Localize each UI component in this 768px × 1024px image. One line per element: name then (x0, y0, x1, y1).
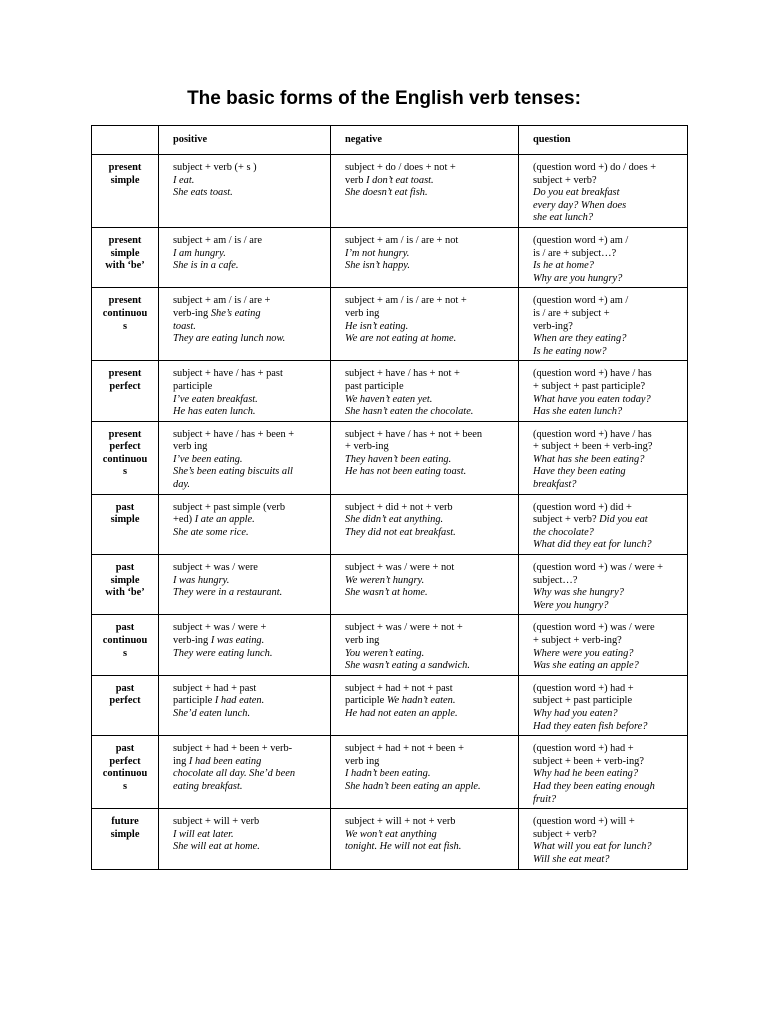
cell-line: (question word +) have / has (533, 368, 652, 380)
header-positive: positive (159, 126, 331, 155)
cell-line: Has she eaten lunch? (533, 406, 623, 418)
cell-line: (question word +) was / were (533, 622, 655, 634)
cell-line: (question word +) am / (533, 295, 629, 307)
cell-line: She wasn’t at home. (345, 587, 428, 599)
tense-name: past perfect continuou s (92, 736, 159, 809)
cell-line: subject + will + verb (173, 816, 260, 828)
tense-row (92, 809, 688, 869)
cell-line: subject + had + past (173, 682, 257, 694)
cell-line: They were in a restaurant. (173, 587, 283, 599)
cell-line: They are eating lunch now. (173, 333, 286, 345)
cell-line: subject + past participle (533, 695, 633, 707)
cell-line: We are not eating at home. (345, 333, 457, 345)
cell-line: + subject + past participle? (533, 380, 646, 392)
cell-line: When are they eating? (533, 333, 627, 345)
question-cell (519, 361, 688, 421)
positive-cell (159, 155, 331, 228)
cell-line: I hadn’t been eating. (345, 768, 431, 780)
cell-line: I will eat later. (173, 828, 234, 840)
cell-line: Why had you eaten? (533, 707, 618, 719)
cell-line: She doesn’t eat fish. (345, 187, 428, 199)
verb-tenses-table (91, 125, 688, 870)
tense-row (92, 736, 688, 809)
cell-line: Where were you eating? (533, 647, 634, 659)
cell-line: (question word +) have / has (533, 428, 652, 440)
tense-name: past simple (92, 494, 159, 554)
cell-line: She eats toast. (173, 187, 233, 199)
positive-cell (159, 361, 331, 421)
tense-row (92, 555, 688, 615)
cell-line: verb I don’t eat toast. (345, 174, 434, 186)
cell-line: She ate some rice. (173, 526, 249, 538)
cell-line: Why was she hungry? (533, 587, 624, 599)
cell-line: subject + had + not + been + (345, 743, 464, 755)
cell-line: They haven’t been eating. (345, 453, 452, 465)
negative-cell (331, 227, 519, 287)
negative-cell (331, 494, 519, 554)
tense-name: future simple (92, 809, 159, 869)
tense-name: present simple (92, 155, 159, 228)
question-cell (519, 288, 688, 361)
cell-line: fruit? (533, 793, 557, 805)
cell-line: past participle (345, 380, 404, 392)
cell-line: (question word +) did + (533, 501, 632, 513)
positive-cell (159, 615, 331, 675)
cell-line: is / are + subject + (533, 307, 610, 319)
cell-line: She hadn’t been eating an apple. (345, 780, 481, 792)
cell-line: subject + have / has + not + (345, 368, 460, 380)
cell-line: the chocolate? (533, 526, 594, 538)
cell-line: We won’t eat anything (345, 828, 437, 840)
cell-line: I’m not hungry. (345, 247, 410, 259)
cell-line: She’d eaten lunch. (173, 707, 251, 719)
cell-line: We haven’t eaten yet. (345, 393, 433, 405)
cell-line: She isn’t happy. (345, 260, 410, 272)
cell-line: (question word +) had + (533, 743, 634, 755)
positive-cell (159, 555, 331, 615)
tense-row (92, 155, 688, 228)
cell-line: subject + was / were + (173, 622, 267, 634)
negative-cell (331, 555, 519, 615)
positive-cell (159, 421, 331, 494)
question-cell (519, 736, 688, 809)
tense-name: past perfect (92, 675, 159, 735)
question-cell (519, 155, 688, 228)
cell-line: subject + do / does + not + (345, 162, 456, 173)
cell-line: I eat. (173, 174, 195, 186)
negative-cell (331, 288, 519, 361)
cell-line: subject + was / were + not (345, 562, 455, 574)
cell-line: subject + past simple (verb (173, 501, 286, 513)
cell-line: subject + am / is / are (173, 234, 262, 246)
cell-line: I’ve eaten breakfast. (173, 393, 258, 405)
positive-cell (159, 675, 331, 735)
cell-line: verb ing (345, 635, 380, 646)
cell-line: Why are you hungry? (533, 272, 623, 284)
cell-line: She wasn’t eating a sandwich. (345, 660, 470, 672)
cell-line: subject + had + not + past (345, 682, 453, 694)
cell-line: verb ing (173, 441, 208, 453)
question-cell (519, 555, 688, 615)
cell-line: You weren’t eating. (345, 647, 425, 659)
tense-name: past simple with ‘be’ (92, 555, 159, 615)
negative-cell (331, 675, 519, 735)
cell-line: She hasn’t eaten the chocolate. (345, 406, 474, 418)
cell-line: verb-ing? (533, 320, 573, 332)
negative-cell (331, 155, 519, 228)
cell-line: Do you eat breakfast (533, 187, 620, 199)
cell-line: I’ve been eating. (173, 453, 243, 465)
cell-line: + verb-ing (345, 441, 389, 453)
cell-line: participle We hadn’t eaten. (345, 695, 456, 707)
cell-line: subject + verb? Did you eat (533, 514, 648, 526)
cell-line: participle I had eaten. (173, 695, 265, 707)
header-question: question (519, 126, 688, 155)
cell-line: Had they eaten fish before? (533, 720, 648, 732)
cell-line: verb ing (345, 307, 380, 319)
cell-line: verb-ing I was eating. (173, 635, 265, 646)
negative-cell (331, 421, 519, 494)
cell-line: He has not been eating toast. (345, 466, 467, 478)
tense-row (92, 675, 688, 735)
cell-line: They did not eat breakfast. (345, 526, 456, 538)
cell-line: eating breakfast. (173, 780, 243, 792)
tense-name: present simple with ‘be’ (92, 227, 159, 287)
tense-name: present continuou s (92, 288, 159, 361)
cell-line: verb ing (345, 755, 380, 767)
tense-name: present perfect (92, 361, 159, 421)
cell-line: Is he eating now? (533, 345, 607, 357)
cell-line: I am hungry. (173, 247, 226, 259)
cell-line: chocolate all day. She’d been (173, 768, 296, 780)
cell-line: We weren’t hungry. (345, 574, 425, 586)
cell-line: (question word +) was / were + (533, 562, 664, 574)
positive-cell (159, 736, 331, 809)
cell-line: Were you hungry? (533, 599, 609, 611)
cell-line: Had they been eating enough (533, 780, 655, 792)
cell-line: ing I had been eating (173, 755, 262, 767)
negative-cell (331, 736, 519, 809)
negative-cell (331, 361, 519, 421)
cell-line: + subject + verb-ing? (533, 635, 622, 646)
cell-line: (question word +) do / does + (533, 162, 657, 173)
cell-line: + subject + been + verb-ing? (533, 441, 653, 453)
cell-line: subject + am / is / are + not (345, 234, 459, 246)
cell-line: (question word +) am / (533, 234, 629, 246)
header-empty (92, 126, 159, 155)
tense-row (92, 361, 688, 421)
cell-line: Have they been eating (533, 466, 626, 478)
cell-line: day. (173, 479, 191, 491)
cell-line: subject + will + not + verb (345, 816, 456, 828)
cell-line: subject…? (533, 574, 578, 586)
cell-line: Why had he been eating? (533, 768, 639, 780)
cell-line: What did they eat for lunch? (533, 539, 652, 551)
tense-row (92, 288, 688, 361)
cell-line: breakfast? (533, 479, 577, 491)
cell-line: She’s been eating biscuits all (173, 466, 293, 478)
tense-row (92, 421, 688, 494)
cell-line: subject + verb? (533, 174, 597, 186)
header-row (92, 126, 688, 155)
negative-cell (331, 809, 519, 869)
negative-cell (331, 615, 519, 675)
cell-line: He has eaten lunch. (173, 406, 256, 418)
cell-line: They were eating lunch. (173, 647, 273, 659)
page-title: The basic forms of the English verb tenses: (187, 88, 581, 109)
question-cell (519, 494, 688, 554)
cell-line: subject + verb (+ s ) (173, 162, 257, 173)
cell-line: subject + have / has + been + (173, 428, 295, 440)
cell-line: toast. (173, 320, 196, 332)
positive-cell (159, 494, 331, 554)
cell-line: every day? When does (533, 199, 627, 211)
cell-line: she eat lunch? (533, 212, 594, 224)
cell-line: verb-ing She’s eating (173, 307, 261, 319)
tense-row (92, 494, 688, 554)
question-cell (519, 675, 688, 735)
question-cell (519, 227, 688, 287)
cell-line: He had not eaten an apple. (345, 707, 458, 719)
positive-cell (159, 288, 331, 361)
cell-line: What has she been eating? (533, 453, 645, 465)
header-negative: negative (331, 126, 519, 155)
positive-cell (159, 227, 331, 287)
cell-line: subject + was / were (173, 562, 258, 574)
cell-line: subject + have / has + past (173, 368, 283, 380)
cell-line: subject + been + verb-ing? (533, 755, 644, 767)
cell-line: What have you eaten today? (533, 393, 651, 405)
cell-line: subject + am / is / are + not + (345, 295, 467, 307)
cell-line: is / are + subject…? (533, 247, 617, 259)
cell-line: She didn’t eat anything. (345, 514, 444, 526)
tense-row (92, 615, 688, 675)
cell-line: +ed) I ate an apple. (173, 514, 255, 526)
cell-line: participle (173, 380, 213, 392)
cell-line: tonight. He will not eat fish. (345, 841, 462, 853)
question-cell (519, 421, 688, 494)
cell-line: subject + am / is / are + (173, 295, 271, 307)
tense-row (92, 227, 688, 287)
cell-line: Is he at home? (533, 260, 594, 272)
cell-line: He isn’t eating. (345, 320, 409, 332)
cell-line: Will she eat meat? (533, 853, 610, 865)
cell-line: Was she eating an apple? (533, 660, 639, 672)
cell-line: subject + verb? (533, 828, 597, 840)
question-cell (519, 615, 688, 675)
cell-line: subject + was / were + not + (345, 622, 463, 634)
cell-line: I was hungry. (173, 574, 230, 586)
question-cell (519, 809, 688, 869)
cell-line: (question word +) will + (533, 816, 635, 828)
cell-line: She is in a cafe. (173, 260, 239, 272)
cell-line: What will you eat for lunch? (533, 841, 652, 853)
tense-name: past continuou s (92, 615, 159, 675)
cell-line: (question word +) had + (533, 682, 634, 694)
tense-name: present perfect continuou s (92, 421, 159, 494)
positive-cell (159, 809, 331, 869)
cell-line: She will eat at home. (173, 841, 260, 853)
cell-line: subject + had + been + verb- (173, 743, 293, 755)
cell-line: subject + did + not + verb (345, 501, 453, 513)
cell-line: subject + have / has + not + been (345, 428, 483, 440)
